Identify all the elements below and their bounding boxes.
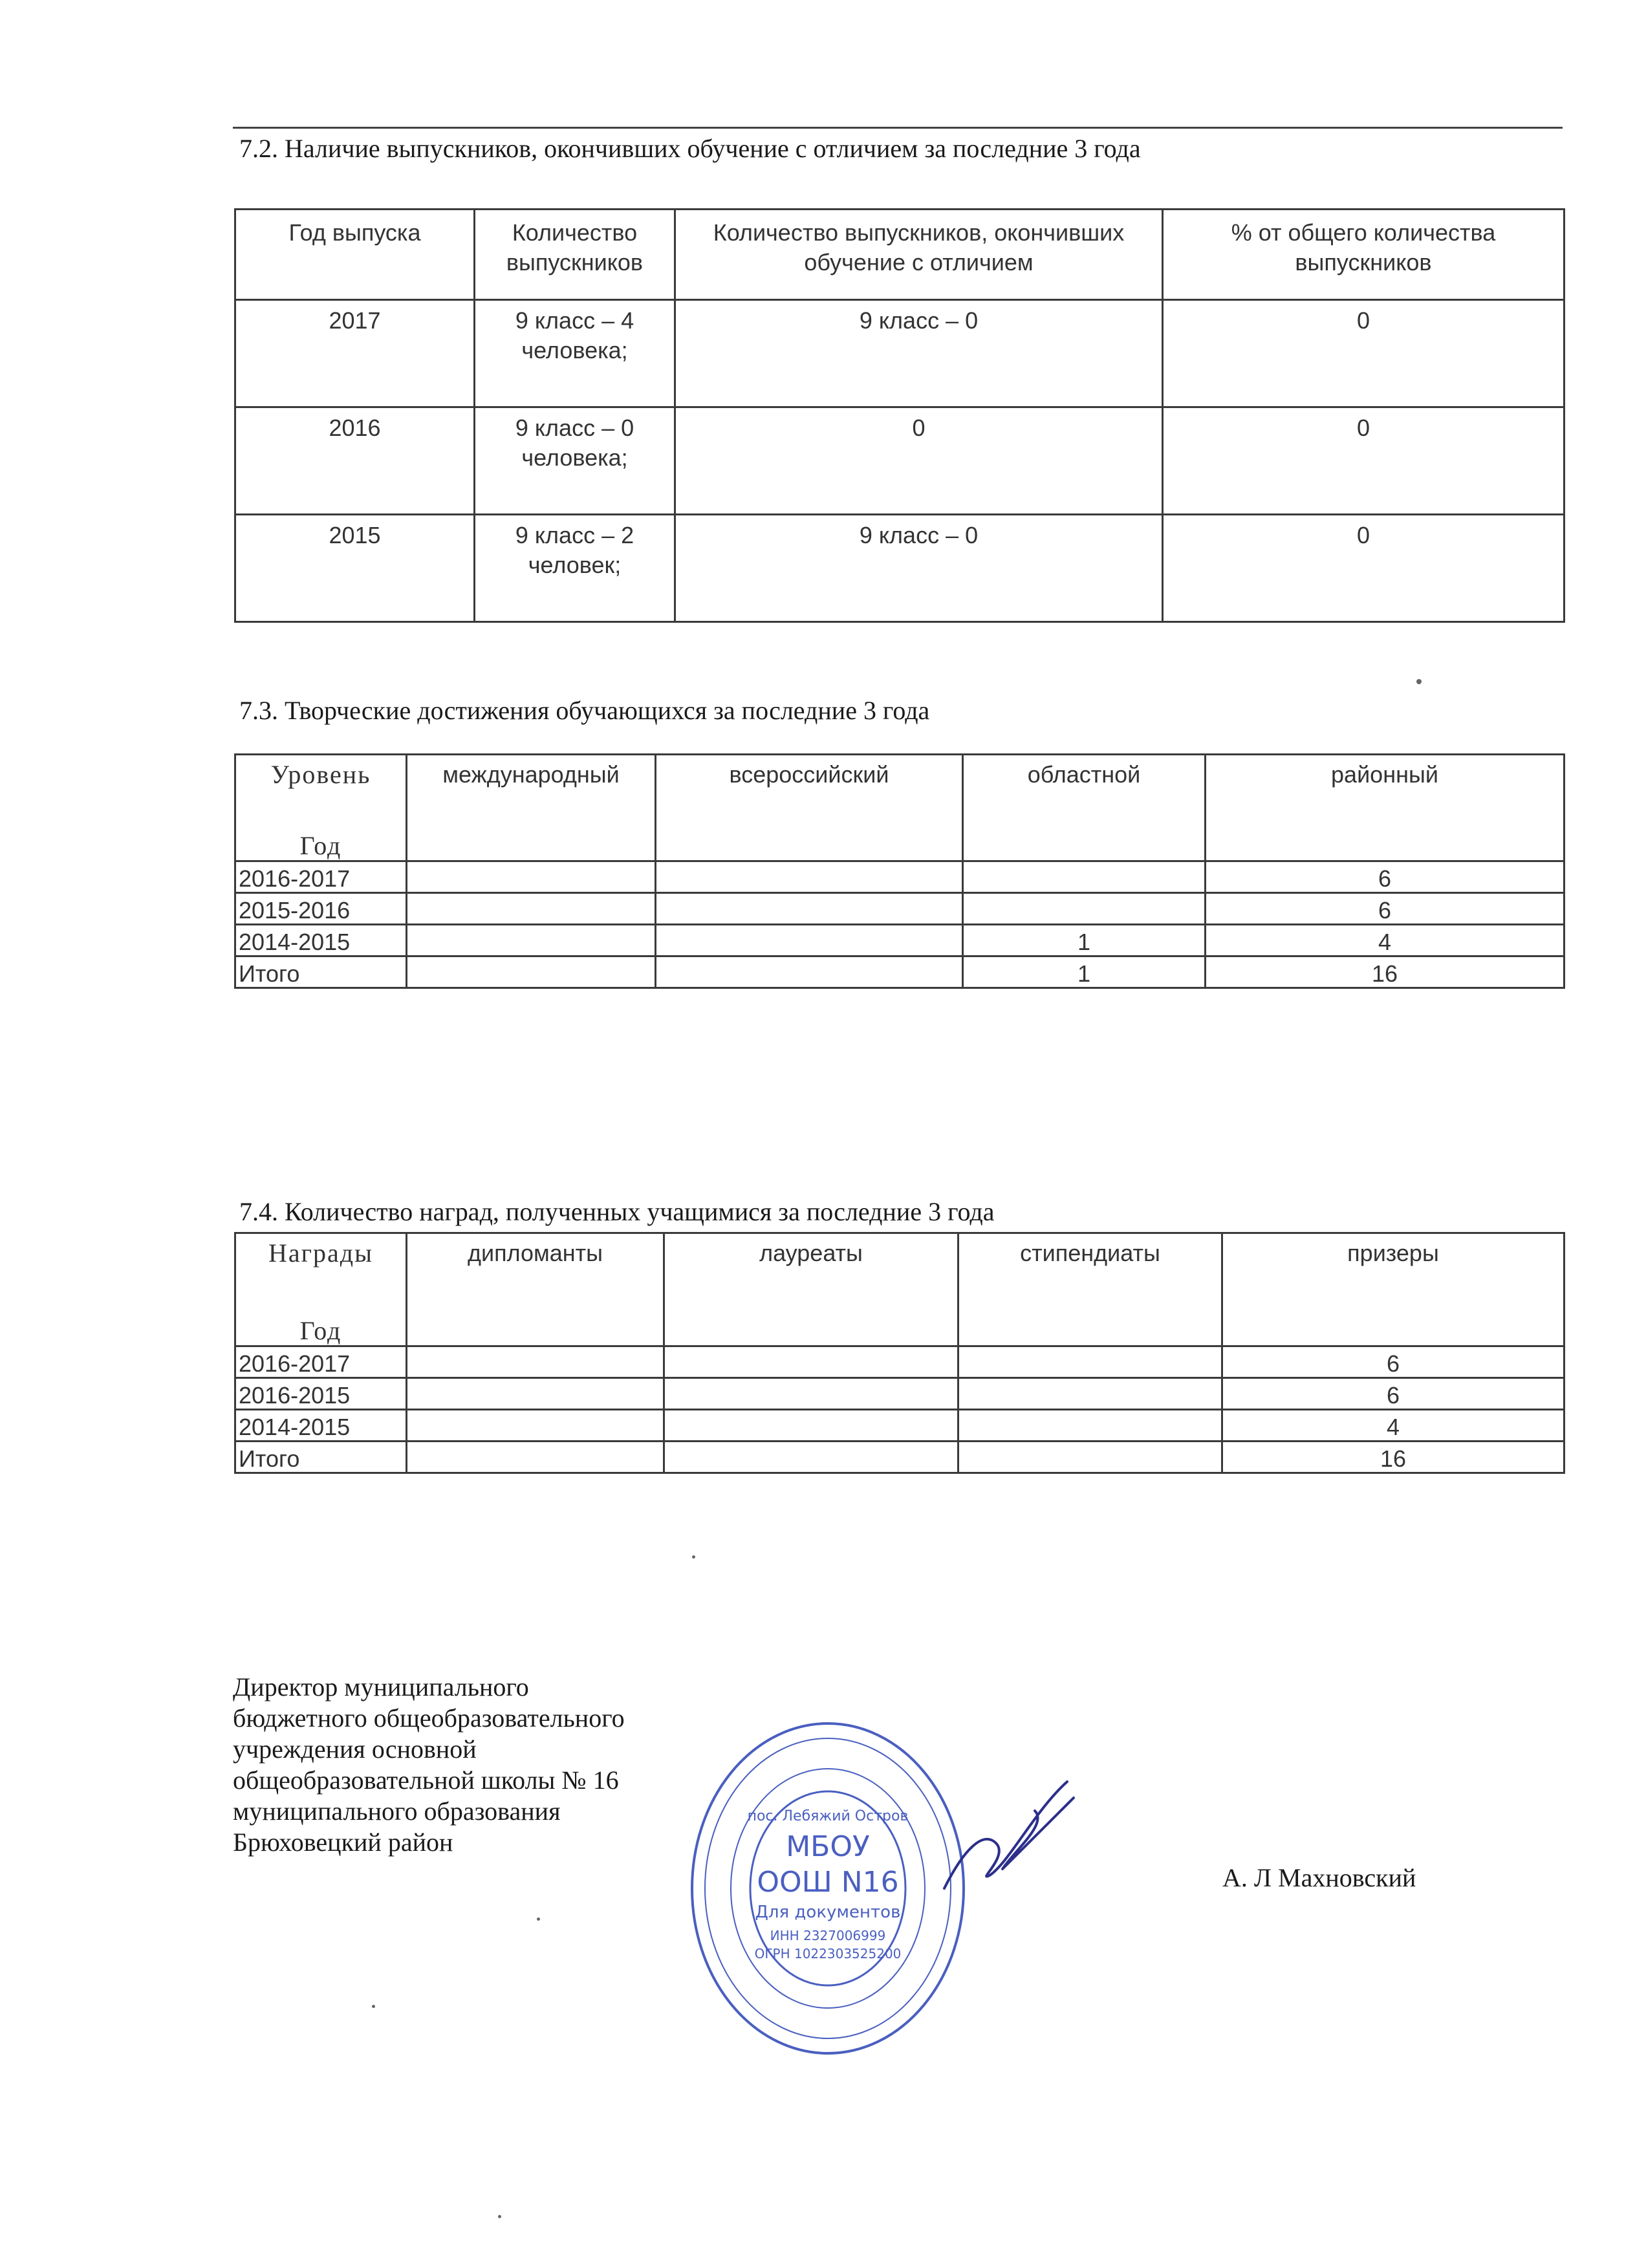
cell-prize-winners: 6 [1222,1346,1565,1378]
table-row [235,1378,1565,1410]
stamp-code: ОГРН 1022303525200 [754,1946,902,1961]
cell-laureates [664,1378,958,1410]
graduates-honors-table [234,208,1565,623]
cell-honors: 9 класс – 0 [675,300,1163,407]
cell-count: 9 класс – 0 человека; [475,407,675,515]
cell-year: 2017 [235,300,475,407]
cell-district: 6 [1206,893,1565,925]
cell-diploma-winners [407,1442,664,1473]
cell-diploma-winners [407,1410,664,1442]
corner-year-label: Год [299,831,342,860]
cell-year: 2014-2015 [235,1410,407,1442]
header-laureates: лауреаты [664,1233,958,1346]
cell-regional: 1 [963,956,1206,988]
scan-speck [498,2215,501,2218]
cell-laureates [664,1410,958,1442]
cell-year: 2016-2015 [235,1378,407,1410]
header-diploma-winners: дипломанты [407,1233,664,1346]
table-total-row [235,956,1565,988]
cell-year: 2016-2017 [235,861,407,893]
header-all-russian: всероссийский [656,755,963,861]
cell-total-label: Итого [235,1442,407,1473]
header-international: международный [407,755,656,861]
director-title-line: учреждения основной [233,1734,477,1764]
cell-percent: 0 [1163,515,1565,622]
table-header-row [235,210,1565,300]
cell-diploma-winners [407,1346,664,1378]
header-percent: % от общего количества выпускников [1163,210,1565,300]
cell-scholarship-holders [958,1442,1222,1473]
header-district: районный [1206,755,1565,861]
cell-year: 2016-2017 [235,1346,407,1378]
cell-scholarship-holders [958,1378,1222,1410]
table-row [235,925,1565,956]
cell-scholarship-holders [958,1346,1222,1378]
cell-international [407,893,656,925]
director-title-block [233,1672,625,1858]
cell-all-russian [656,956,963,988]
cell-diploma-winners [407,1378,664,1410]
header-year: Год выпуска [235,210,475,300]
director-title-line: бюджетного общеобразовательного [233,1703,625,1733]
section-72-title: 7.2. Наличие выпускников, окончивших обучение с отличием за последние 3 года [239,134,1141,163]
cell-district: 16 [1206,956,1565,988]
cell-regional: 1 [963,925,1206,956]
director-title-line: Брюховецкий район [233,1828,453,1857]
table-row [235,861,1565,893]
scan-speck [372,2005,375,2008]
cell-regional [963,861,1206,893]
cell-percent: 0 [1163,300,1565,407]
corner-header [235,1233,407,1346]
corner-level-label: Уровень [270,760,371,789]
header-prize-winners: призеры [1222,1233,1565,1346]
cell-all-russian [656,925,963,956]
stamp-line: МБОУ [786,1830,870,1863]
cell-year: 2015 [235,515,475,622]
cell-prize-winners: 6 [1222,1378,1565,1410]
school-seal-stamp [679,1707,977,2069]
header-regional: областной [963,755,1206,861]
cell-international [407,925,656,956]
cell-all-russian [656,861,963,893]
table-row [235,893,1565,925]
header-honors-count: Количество выпускников, окончивших обучение с отличием [675,210,1163,300]
stamp-code: ИНН 2327006999 [770,1928,886,1943]
cell-international [407,956,656,988]
handwritten-signature [938,1772,1080,1901]
stamp-line: Для документов [755,1903,901,1922]
table-total-row [235,1442,1565,1473]
awards-table [234,1232,1565,1474]
cell-honors: 0 [675,407,1163,515]
cell-year: 2015-2016 [235,893,407,925]
corner-awards-label: Награды [268,1238,374,1268]
cell-count: 9 класс – 4 человека; [475,300,675,407]
table-row [235,407,1565,515]
director-title-line: общеобразовательной школы № 16 [233,1766,619,1795]
creative-achievements-table [234,753,1565,989]
cell-year: 2014-2015 [235,925,407,956]
cell-laureates [664,1442,958,1473]
cell-prize-winners: 16 [1222,1442,1565,1473]
section-74-title: 7.4. Количество наград, полученных учащимися за последние 3 года [239,1197,995,1226]
cell-year: 2016 [235,407,475,515]
top-rule [233,127,1563,129]
director-name: А. Л Махновский [1222,1863,1416,1892]
section-73-title: 7.3. Творческие достижения обучающихся за последние 3 года [239,696,930,725]
table-row [235,515,1565,622]
director-title-line: муниципального образования [233,1797,561,1826]
cell-prize-winners: 4 [1222,1410,1565,1442]
cell-total-label: Итого [235,956,407,988]
cell-district: 4 [1206,925,1565,956]
cell-regional [963,893,1206,925]
table-row [235,1346,1565,1378]
director-title-line: Директор муниципального [233,1672,529,1701]
table-header-row [235,1233,1565,1346]
scan-speck [692,1555,695,1559]
table-row [235,1410,1565,1442]
stamp-line: ООШ N16 [757,1866,899,1899]
scan-speck [1416,679,1422,684]
corner-year-label: Год [299,1316,342,1345]
cell-honors: 9 класс – 0 [675,515,1163,622]
cell-district: 6 [1206,861,1565,893]
header-graduates-count: Количество выпускников [475,210,675,300]
header-scholarship-holders: стипендиаты [958,1233,1222,1346]
cell-all-russian [656,893,963,925]
cell-scholarship-holders [958,1410,1222,1442]
cell-laureates [664,1346,958,1378]
stamp-inner-ring-text: пос. Лебяжий Остров [747,1808,909,1824]
cell-percent: 0 [1163,407,1565,515]
cell-count: 9 класс – 2 человек; [475,515,675,622]
cell-international [407,861,656,893]
table-header-row [235,755,1565,861]
scan-speck [537,1917,540,1921]
table-row [235,300,1565,407]
corner-header [235,755,407,861]
